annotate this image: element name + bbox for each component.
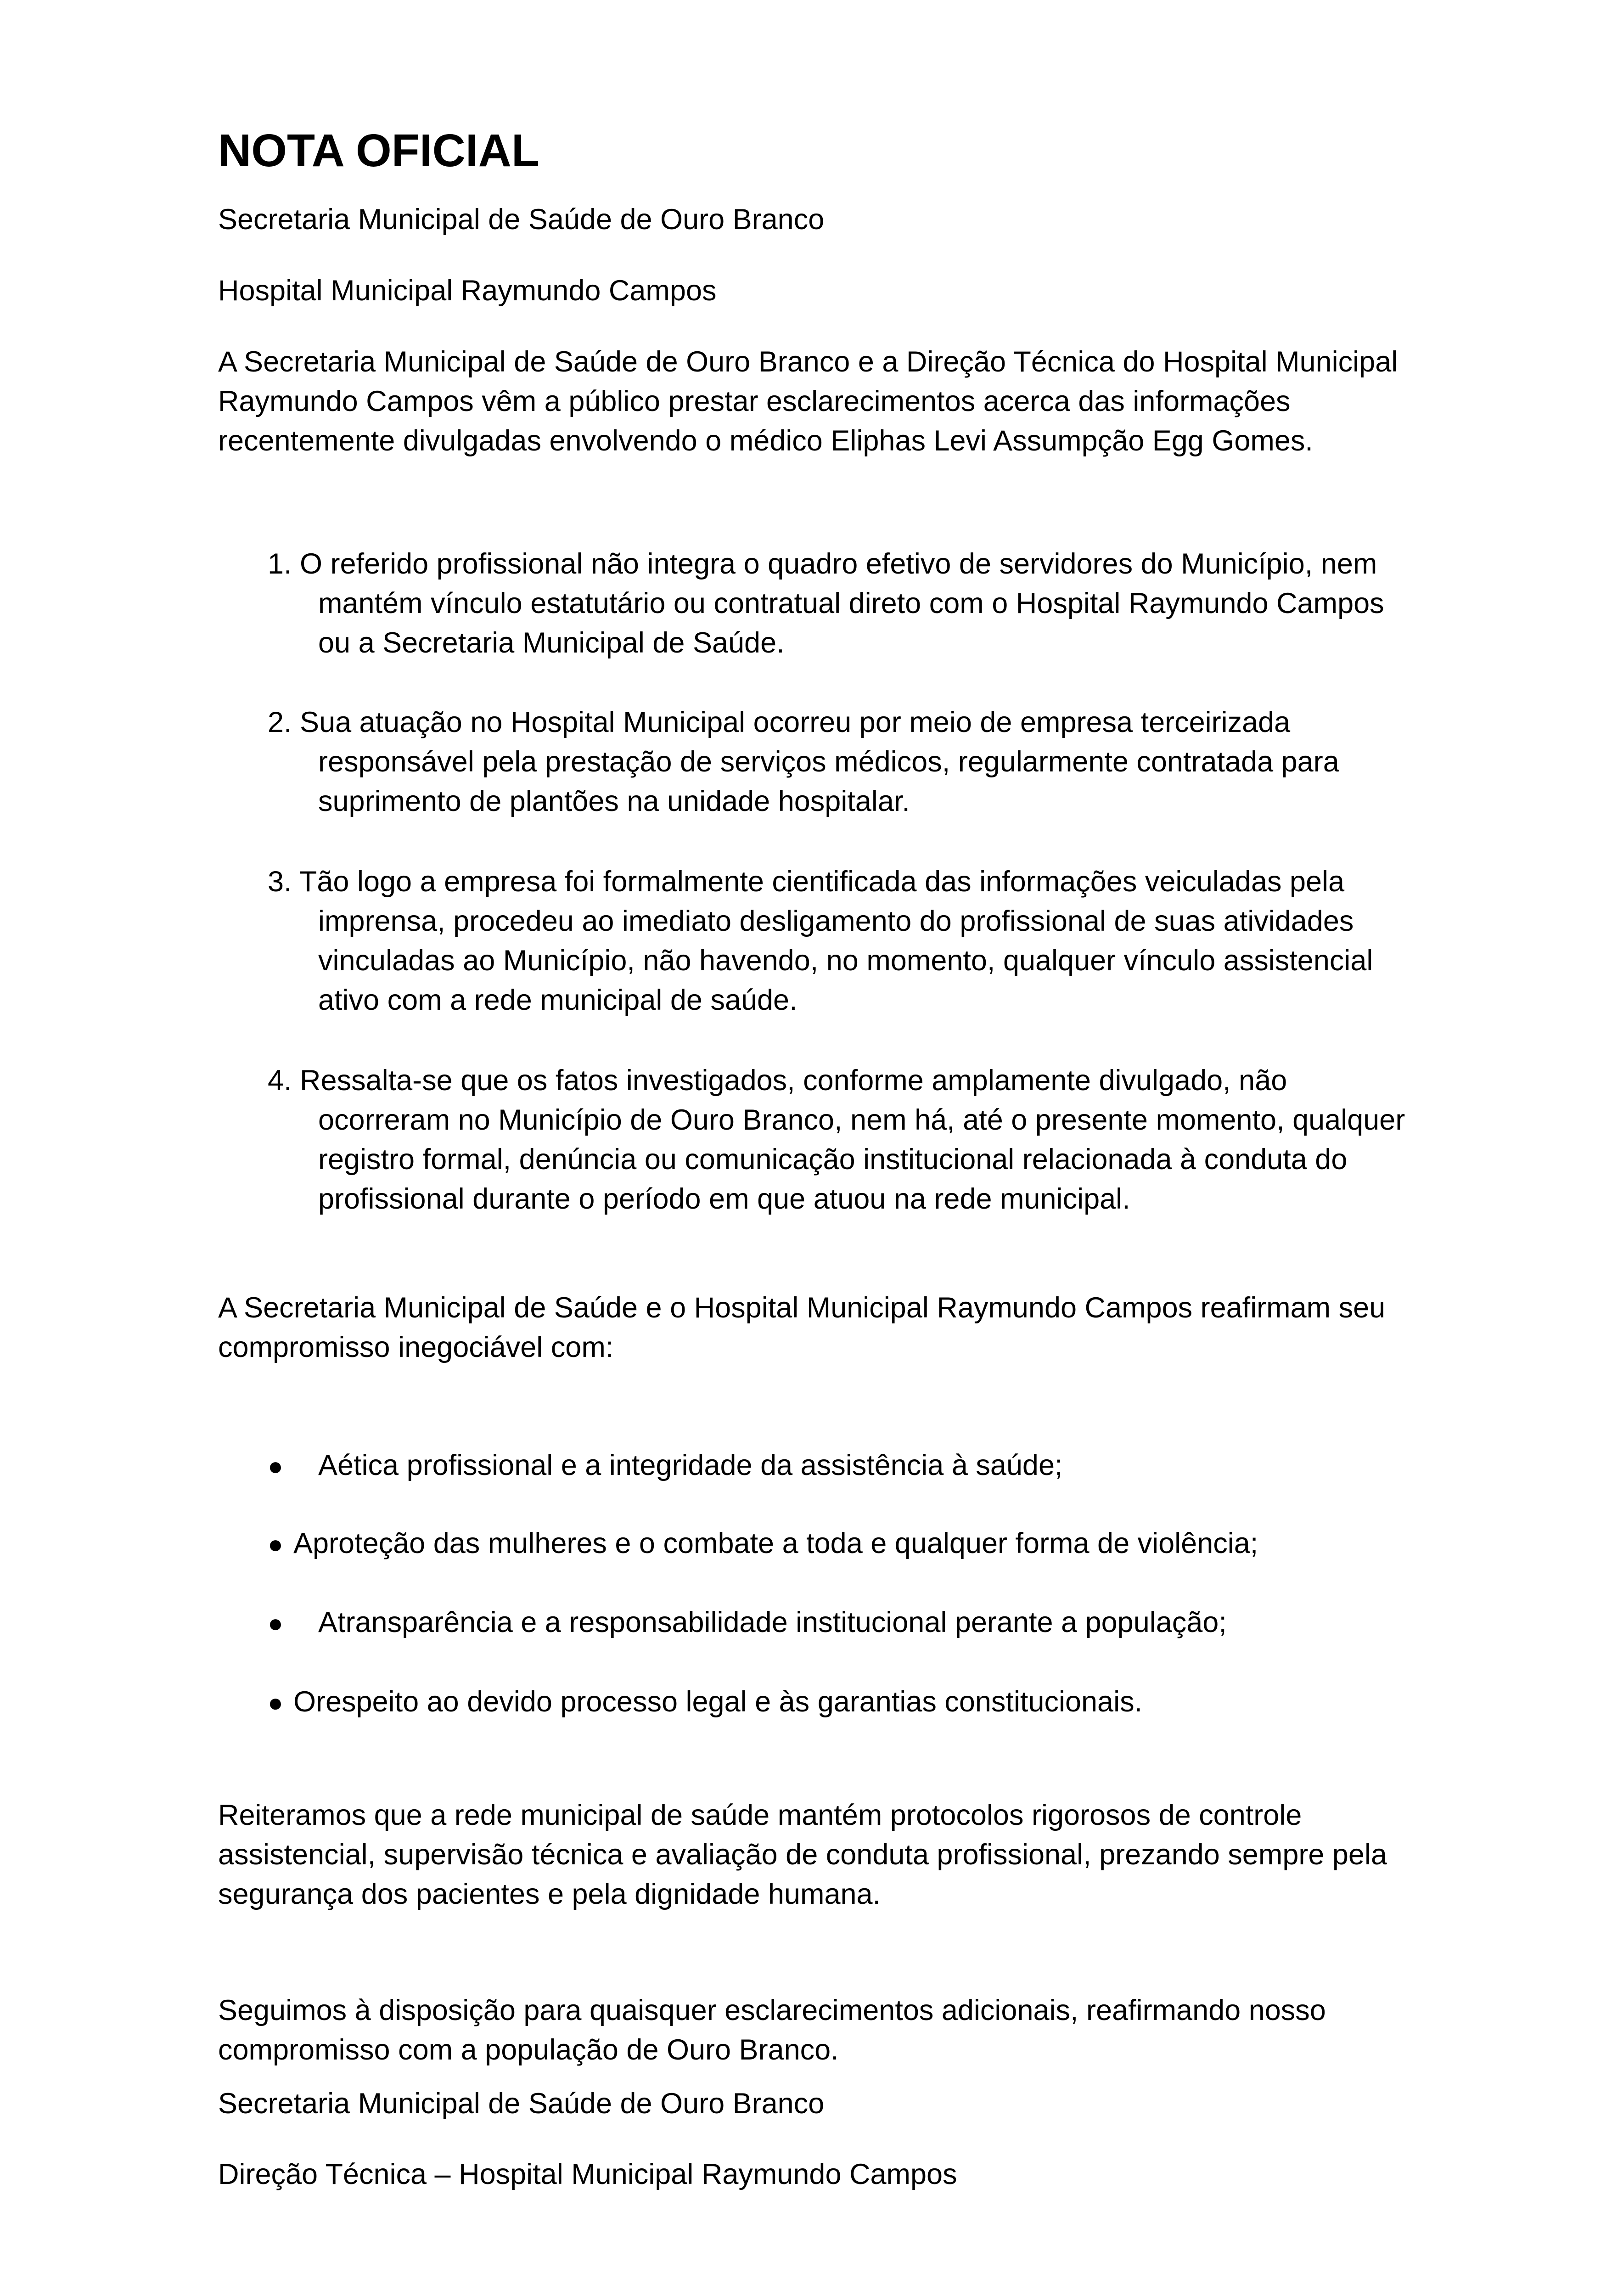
signature-secretaria: Secretaria Municipal de Saúde de Ouro Branco <box>218 2088 825 2120</box>
intro-line: Raymundo Campos vêm a público prestar esclarecimentos acerca das informações <box>218 385 1291 417</box>
item-line: ativo com a rede municipal de saúde. <box>318 984 797 1016</box>
item-line: registro formal, denúncia ou comunicação institucional relacionada à conduta do <box>318 1143 1348 1176</box>
item-line: 3. Tão logo a empresa foi formalmente cientificada das informações veiculadas pela <box>268 866 1345 898</box>
intro-paragraph <box>218 342 1458 461</box>
item-line: ou a Secretaria Municipal de Saúde. <box>318 627 785 659</box>
reiterate-line: Reiteramos que a rede municipal de saúde mantém protocolos rigorosos de controle <box>218 1799 1302 1831</box>
closing-paragraph <box>218 1991 1458 2070</box>
reiterate-line: segurança dos pacientes e pela dignidade humana. <box>218 1878 881 1910</box>
bullet-icon: ● <box>268 1452 283 1480</box>
bullet-text: Atransparência e a responsabilidade institucional perante a população; <box>318 1606 1227 1638</box>
item-line: 4. Ressalta-se que os fatos investigados, conforme amplamente divulgado, não <box>268 1064 1287 1097</box>
bullet-text: Aproteção das mulheres e o combate a toda e qualquer forma de violência; <box>293 1527 1258 1559</box>
bullet-item-3 <box>268 1603 1227 1643</box>
item-line: imprensa, procedeu ao imediato desligamento do profissional de suas atividades <box>318 905 1354 937</box>
numbered-item-2 <box>268 703 1471 821</box>
closing-line: compromisso com a população de Ouro Branco. <box>218 2034 839 2066</box>
commitment-paragraph <box>218 1288 1458 1367</box>
item-line: 1. O referido profissional não integra o quadro efetivo de servidores do Município, nem <box>268 548 1377 580</box>
closing-line: Seguimos à disposição para quaisquer esclarecimentos adicionais, reafirmando nosso <box>218 1994 1326 2026</box>
item-line: ocorreram no Município de Ouro Branco, nem há, até o presente momento, qualquer <box>318 1104 1405 1136</box>
commitment-line: compromisso inegociável com: <box>218 1331 614 1363</box>
reiterate-line: assistencial, supervisão técnica e avaliação de conduta profissional, prezando sempre pela <box>218 1839 1387 1871</box>
intro-line: recentemente divulgadas envolvendo o médico Eliphas Levi Assumpção Egg Gomes. <box>218 425 1313 457</box>
reiterate-paragraph <box>218 1795 1458 1914</box>
bullet-text: Aética profissional e a integridade da assistência à saúde; <box>318 1449 1063 1481</box>
bullet-icon: ● <box>268 1609 283 1638</box>
item-line: suprimento de plantões na unidade hospitalar. <box>318 785 910 817</box>
commitment-line: A Secretaria Municipal de Saúde e o Hospital Municipal Raymundo Campos reafirmam seu <box>218 1292 1386 1324</box>
document-title: NOTA OFICIAL <box>218 125 539 176</box>
bullet-icon: ● <box>268 1688 283 1717</box>
item-line: responsável pela prestação de serviços médicos, regularmente contratada para <box>318 746 1339 778</box>
intro-line: A Secretaria Municipal de Saúde de Ouro Branco e a Direção Técnica do Hospital Municipal <box>218 346 1398 378</box>
item-line: 2. Sua atuação no Hospital Municipal ocorreu por meio de empresa terceirizada <box>268 706 1291 738</box>
numbered-item-4 <box>268 1061 1471 1219</box>
numbered-item-1 <box>268 544 1471 663</box>
bullet-text: Orespeito ao devido processo legal e às garantias constitucionais. <box>293 1686 1143 1718</box>
item-line: vinculadas ao Município, não havendo, no momento, qualquer vínculo assistencial <box>318 945 1373 977</box>
subtitle-secretaria: Secretaria Municipal de Saúde de Ouro Branco <box>218 203 825 236</box>
item-line: mantém vínculo estatutário ou contratual direto com o Hospital Raymundo Campos <box>318 587 1384 619</box>
signature-direcao: Direção Técnica – Hospital Municipal Raymundo Campos <box>218 2158 957 2190</box>
bullet-item-4 <box>268 1682 1142 1722</box>
bullet-item-1 <box>268 1446 1063 1486</box>
subtitle-hospital: Hospital Municipal Raymundo Campos <box>218 275 717 307</box>
bullet-item-2 <box>268 1524 1258 1564</box>
numbered-item-3 <box>268 862 1471 1020</box>
bullet-icon: ● <box>268 1530 283 1559</box>
item-line: profissional durante o período em que atuou na rede municipal. <box>318 1183 1130 1215</box>
